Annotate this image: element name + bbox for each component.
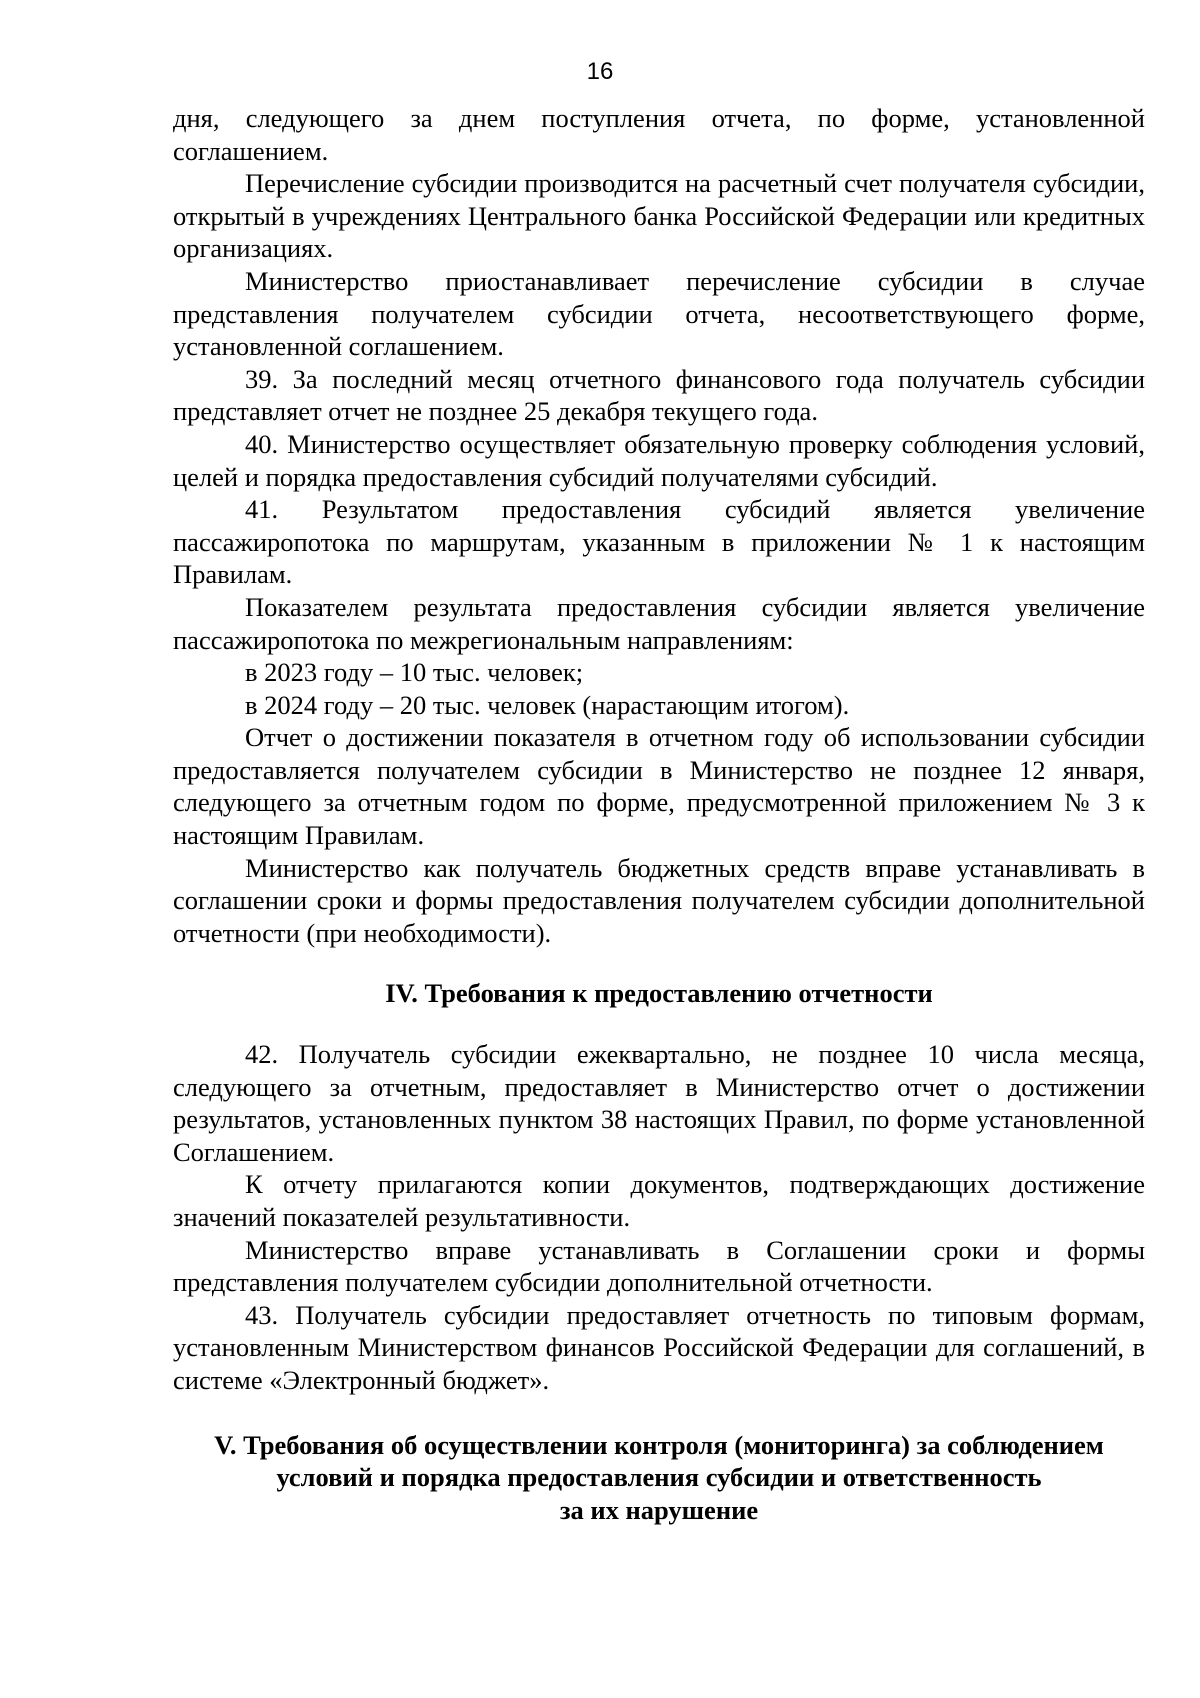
list-item-2024: в 2024 году – 20 тыс. человек (нарастающим итогом).: [245, 689, 850, 720]
section-4-heading: IV. Требования к предоставлению отчетности: [385, 978, 933, 1009]
list-item-2023: в 2023 году – 10 тыс. человек;: [245, 657, 584, 688]
paragraph-42: 42. Получатель субсидии ежеквартально, не позднее 10 числа месяца, следующего за отчетным, предоставляет в Министерство отчет о достижении результатов, установленных пунктом 38 настоящих Правил, по форме установленной Соглашением.: [173, 1039, 1145, 1167]
paragraph-continuation: дня, следующего за днем поступления отчета, по форме, установленной соглашением.: [173, 103, 1145, 166]
section-5-heading-line-3: за их нарушение: [559, 1494, 759, 1525]
section-5-heading: [173, 1429, 1145, 1527]
document-body: [173, 102, 1145, 1526]
paragraph-indicator: Показателем результата предоставления субсидии является увеличение пассажиропотока по межрегиональным направлениям:: [173, 591, 1145, 655]
section-5-heading-line-1: V. Требования об осуществлении контроля (мониторинга) за соблюдением: [214, 1429, 1104, 1460]
paragraph-40: 40. Министерство осуществляет обязательную проверку соблюдения условий, целей и порядка предоставления субсидий получателями субсидий.: [173, 428, 1145, 492]
paragraph-attachments: К отчету прилагаются копии документов, подтверждающих достижение значений показателей результативности.: [173, 1169, 1145, 1232]
paragraph-suspension: Министерство приостанавливает перечисление субсидии в случае представления получателем субсидии отчета, несоответствующего форме, установленной соглашением.: [173, 265, 1145, 362]
paragraph-41: 41. Результатом предоставления субсидий является увеличение пассажиропотока по маршрутам, указанным в приложении № 1 к настоящим Правилам.: [173, 494, 1145, 590]
paragraph-39: 39. За последний месяц отчетного финансового года получатель субсидии представляет отчет не позднее 25 декабря текущего года.: [173, 363, 1145, 427]
paragraph-transfer: Перечисление субсидии производится на расчетный счет получателя субсидии, открытый в учреждениях Центрального банка Российской Федерации или кредитных организациях.: [173, 168, 1145, 264]
paragraph-ministry-rights: Министерство вправе устанавливать в Соглашении сроки и формы представления получателем субсидии дополнительной отчетности.: [173, 1234, 1145, 1298]
paragraph-additional-reporting: Министерство как получатель бюджетных средств вправе устанавливать в соглашении сроки и формы предоставления получателем субсидии дополнительной отчетности (при необходимости).: [173, 852, 1145, 948]
page-number: 16: [586, 58, 614, 85]
paragraph-report: Отчет о достижении показателя в отчетном году об использовании субсидии предоставляется получателем субсидии в Министерство не позднее 12 января, следующего за отчетным годом по форме, предусмотренной приложением № 3 к настоящим Правилам.: [173, 722, 1145, 851]
section-5-heading-line-2: условий и порядка предоставления субсидии и ответственность: [276, 1462, 1042, 1493]
paragraph-43: 43. Получатель субсидии предоставляет отчетность по типовым формам, установленным Министерством финансов Российской Федерации для соглашений, в системе «Электронный бюджет».: [173, 1299, 1145, 1395]
